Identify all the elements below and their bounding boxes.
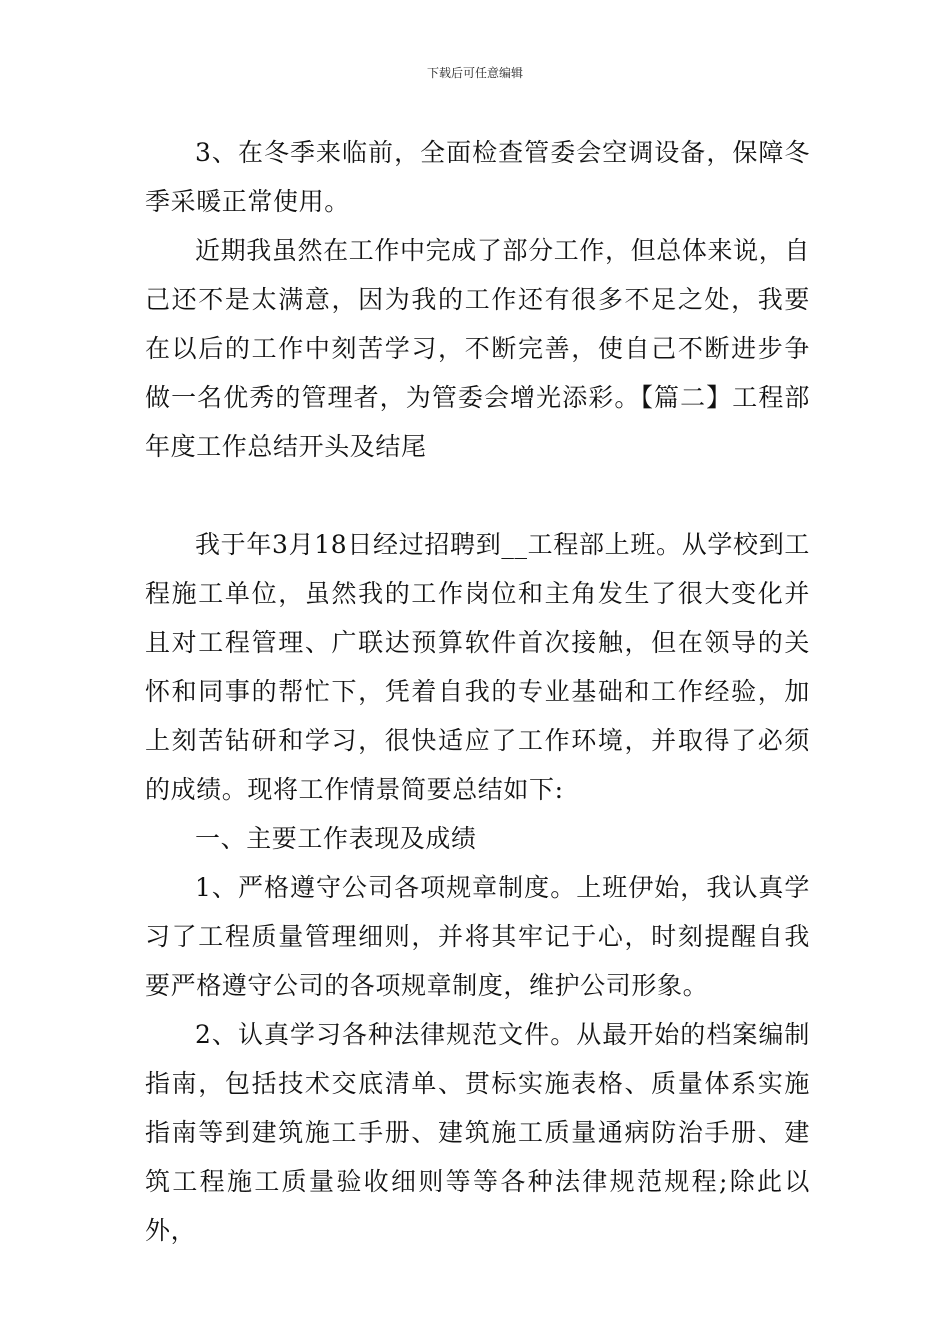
paragraph: 3、在冬季来临前，全面检查管委会空调设备，保障冬季采暖正常使用。: [145, 138, 810, 216]
paragraph: 近期我虽然在工作中完成了部分工作，但总体来说，自己还不是太满意，因为我的工作还有很多不足之处，我要在以后的工作中刻苦学习，不断完善，使自己不断进步争做一名优秀的管理者，为管委会增光添彩。【篇二】工程部年度工作总结开头及结尾: [145, 236, 810, 461]
paragraph: 我于年3月18日经过招聘到__工程部上班。从学校到工程施工单位，虽然我的工作岗位和主角发生了很大变化并且对工程管理、广联达预算软件首次接触，但在领导的关怀和同事的帮忙下，凭着自我的专业基础和工作经验，加上刻苦钻研和学习，很快适应了工作环境，并取得了必须的成绩。现将工作情景简要总结如下:: [145, 530, 810, 804]
document-body: [145, 128, 810, 1255]
paragraph: 2、认真学习各种法律规范文件。从最开始的档案编制指南，包括技术交底清单、贯标实施表格、质量体系实施指南等到建筑施工手册、建筑施工质量通病防治手册、建筑工程施工质量验收细则等等各种法律规范规程;除此以外，: [145, 1020, 810, 1245]
page-header: 下载后可任意编辑: [426, 66, 523, 80]
section-heading: 一、主要工作表现及成绩: [195, 824, 477, 853]
paragraph: 1、严格遵守公司各项规章制度。上班伊始，我认真学习了工程质量管理细则，并将其牢记于心，时刻提醒自我要严格遵守公司的各项规章制度，维护公司形象。: [145, 873, 810, 1000]
